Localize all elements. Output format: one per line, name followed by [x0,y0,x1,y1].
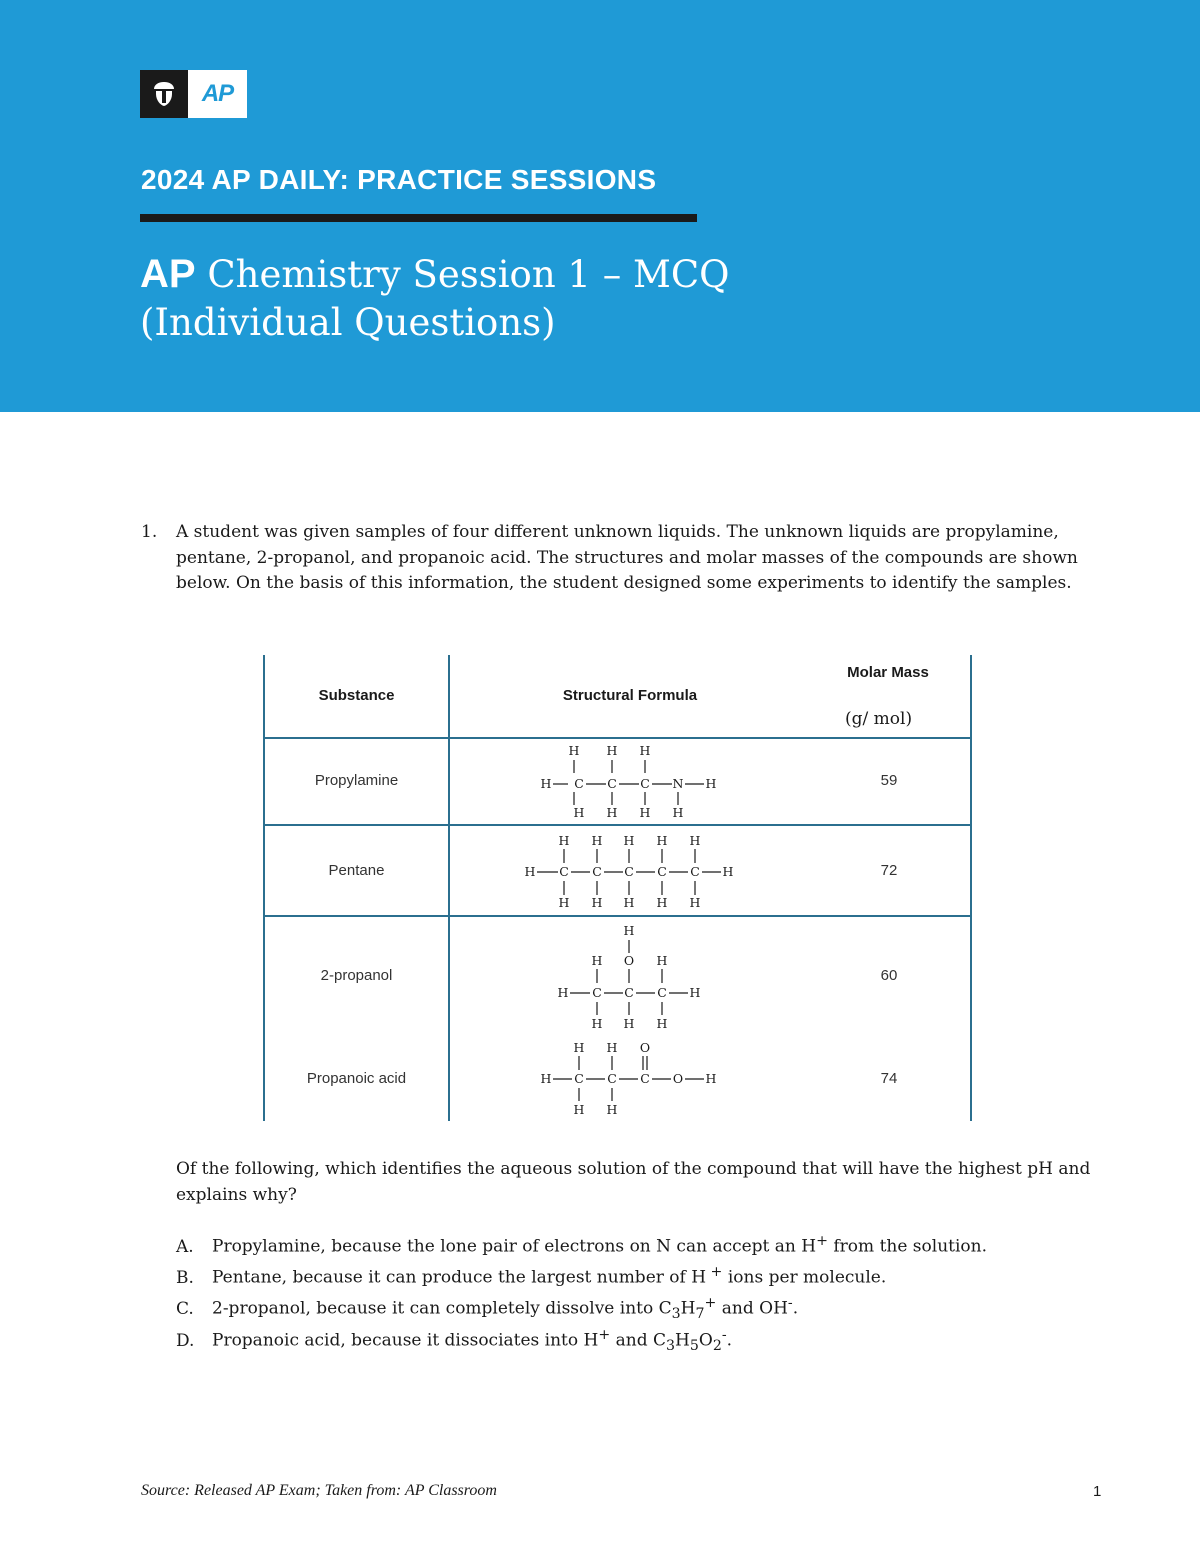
row-propanoic-acid-name: Propanoic acid [306,1070,407,1087]
svg-text:C: C [574,1071,584,1086]
svg-text:H: H [656,1016,668,1031]
svg-text:H: H [573,1102,585,1117]
header-unit: (g/ mol) [845,709,913,729]
svg-text:H: H [689,833,701,848]
svg-text:H: H [672,805,684,820]
header-banner [0,0,1200,412]
svg-text:H: H [689,985,701,1000]
svg-text:O: O [639,1040,651,1055]
logo-text: AP [201,80,234,107]
option-a[interactable]: A. Propylamine, because the lone pair of electrons on N can accept an H+ from the solution. [176,1233,988,1257]
structural-formulas [263,655,972,1121]
svg-text:H: H [591,953,603,968]
svg-text:H: H [591,833,603,848]
svg-text:H: H [705,1071,717,1086]
option-c[interactable]: C. 2-propanol, because it can completely dissolve into $C_3H_7^+$ and OH-. [176,1295,799,1323]
propanoic-acid-structure [541,1040,717,1117]
page-title: AP Chemistry Session 1 – MCQ (Individual Questions) [140,252,730,344]
svg-text:H: H [623,923,635,938]
svg-text:H: H [623,1016,635,1031]
question-prompt: Of the following, which identifies the aqueous solution of the compound that will have the highest pH and explains why? [176,1159,1091,1205]
svg-text:C: C [657,864,667,879]
svg-text:H: H [606,1102,618,1117]
svg-text:C: C [592,864,602,879]
svg-text:O: O [672,1071,684,1086]
svg-text:H: H [568,743,580,758]
ap-logo [140,70,247,118]
svg-text:C: C [592,985,602,1000]
svg-text:H: H [656,953,668,968]
svg-text:H: H [591,895,603,910]
header-substance: Substance [318,687,395,704]
svg-text:H: H [606,743,618,758]
svg-text:C: C [607,776,617,791]
acorn-icon [140,70,188,118]
svg-text:C: C [607,1071,617,1086]
question-number: 1. [141,522,158,542]
compound-table [263,655,972,1121]
svg-text:H: H [540,1071,552,1086]
svg-text:H: H [705,776,717,791]
svg-text:C: C [657,985,667,1000]
question-text: A student was given samples of four different unknown liquids. The unknown liquids are propylamine, pentane, 2-propanol, and propanoic acid. The structures and molar masses of the compounds are shown below. On the basis of this information, the student designed some experiments to identify the samples. [176,522,1078,593]
svg-text:C: C [640,1071,650,1086]
svg-text:H: H [639,743,651,758]
option-d[interactable]: D. Propanoic acid, because it dissociates into H+ and $C_3H_5O_2^-$. [176,1327,733,1355]
svg-text:C: C [559,864,569,879]
svg-text:H: H [722,864,734,879]
svg-text:H: H [557,985,569,1000]
footer-source: Source: Released AP Exam; Taken from: AP Classroom [141,1482,497,1499]
svg-text:H: H [573,1040,585,1055]
header-formula: Structural Formula [562,687,698,704]
svg-text:H: H [591,1016,603,1031]
svg-text:H: H [606,805,618,820]
svg-text:N: N [672,776,684,791]
row-propanoic-acid-mass: 74 [880,1070,898,1087]
svg-text:O: O [623,953,635,968]
svg-text:C: C [624,985,634,1000]
row-pentane-mass: 72 [880,862,898,879]
svg-text:C: C [574,776,584,791]
svg-text:H: H [639,805,651,820]
row-propylamine-mass: 59 [880,772,898,789]
svg-text:C: C [640,776,650,791]
page-number: 1 [1093,1483,1102,1500]
svg-text:C: C [624,864,634,879]
svg-text:H: H [689,895,701,910]
session-kicker: 2024 AP DAILY: PRACTICE SESSIONS [141,164,657,195]
svg-text:H: H [558,833,570,848]
svg-text:H: H [623,895,635,910]
svg-text:H: H [540,776,552,791]
option-b[interactable]: B. Pentane, because it can produce the largest number of H + ions per molecule. [176,1264,887,1288]
svg-text:H: H [623,833,635,848]
header-mass: Molar Mass [847,664,929,681]
row-pentane-name: Pentane [328,862,385,879]
svg-text:H: H [573,805,585,820]
svg-text:H: H [606,1040,618,1055]
pentane-structure [525,833,734,910]
divider [140,214,697,222]
2-propanol-structure [558,923,701,1031]
propylamine-structure [541,743,717,820]
svg-text:H: H [524,864,536,879]
svg-text:C: C [690,864,700,879]
svg-text:H: H [656,833,668,848]
svg-text:H: H [558,895,570,910]
row-2-propanol-mass: 60 [880,967,898,984]
row-propylamine-name: Propylamine [314,772,399,789]
row-2-propanol-name: 2-propanol [320,967,393,984]
svg-text:H: H [656,895,668,910]
